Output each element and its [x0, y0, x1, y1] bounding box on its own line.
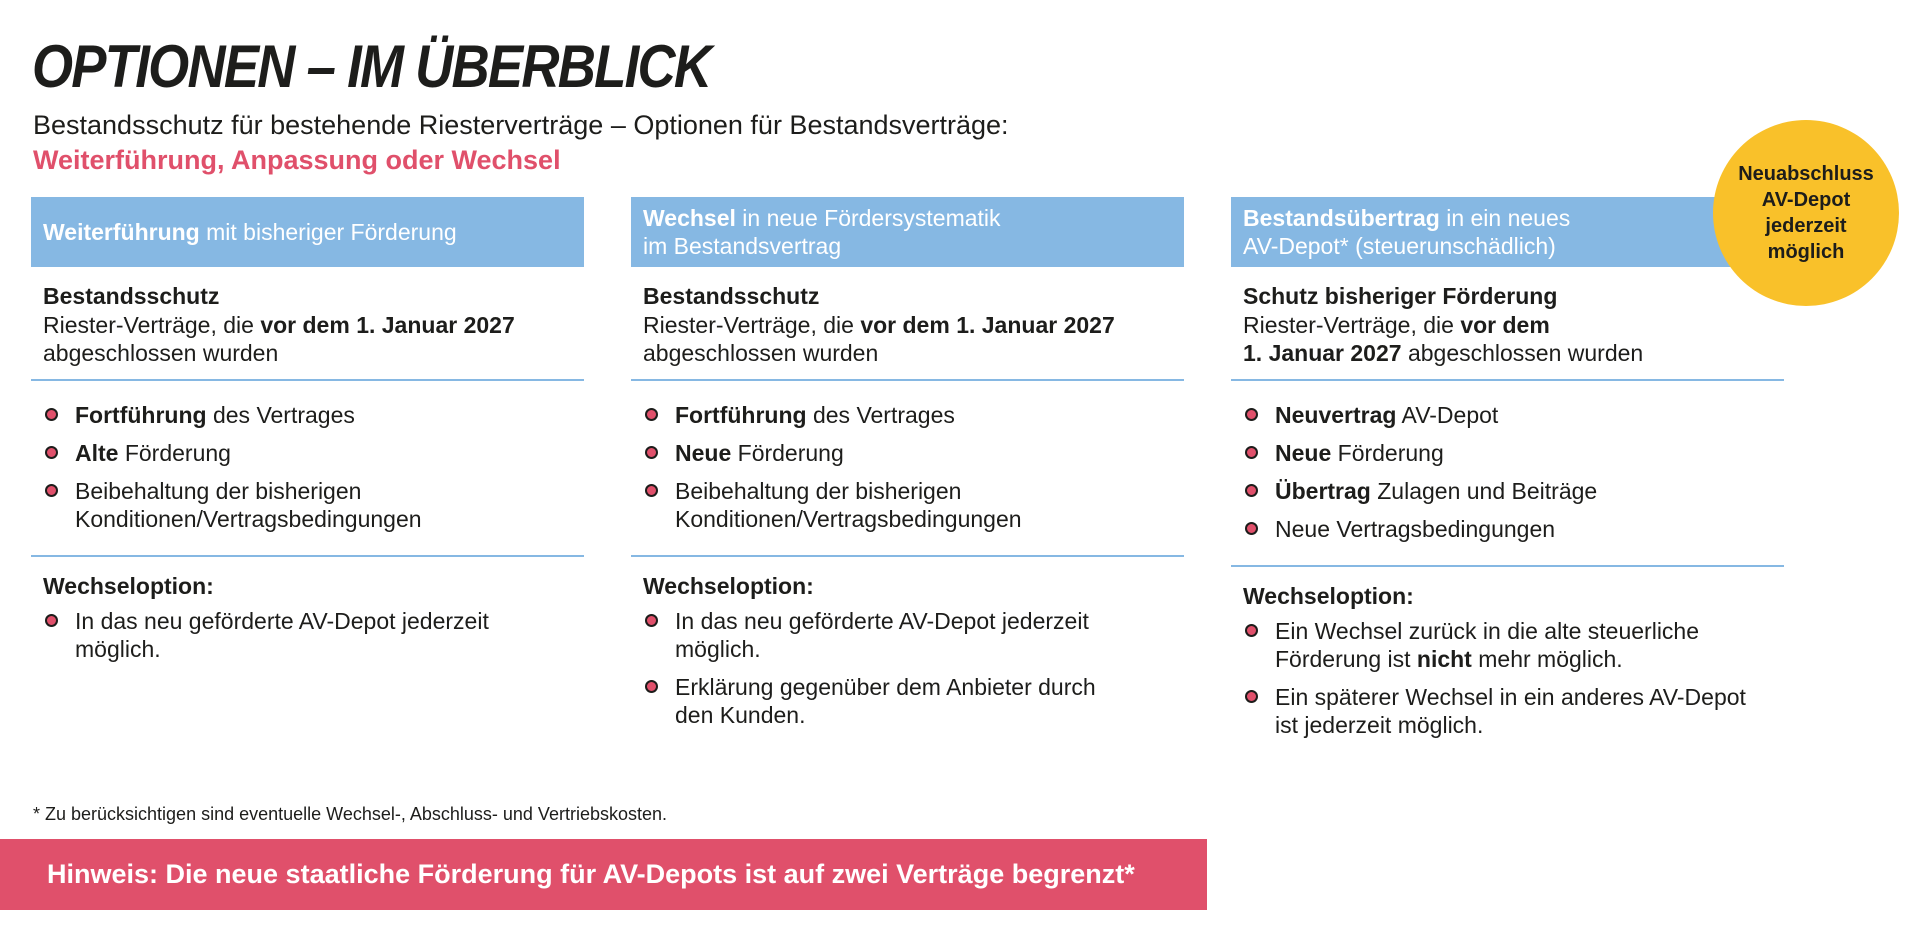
list-item	[1243, 515, 1772, 543]
column-header-bold: Wechsel	[643, 205, 736, 231]
column-header-text: in neue Fördersystematik	[735, 205, 1001, 231]
feature-text: Förderung	[1331, 440, 1444, 466]
features-block	[631, 381, 1184, 557]
features-block	[31, 381, 584, 557]
switch-item-text-bold: nicht	[1416, 646, 1472, 672]
list-item	[643, 477, 1172, 533]
feature-text: Beibehaltung der bisherigen	[75, 478, 362, 504]
bullet-icon	[645, 614, 658, 627]
protection-text	[1243, 311, 1772, 367]
bullet-icon	[645, 408, 658, 421]
footnote: * Zu berücksichtigen sind eventuelle Wechsel-, Abschluss- und Vertriebskosten.	[33, 804, 667, 824]
bullet-icon	[1245, 484, 1258, 497]
list-item	[43, 401, 572, 429]
bullet-icon	[45, 446, 58, 459]
feature-bold: Fortführung	[675, 402, 807, 428]
protection-title: Schutz bisheriger Förderung	[1243, 283, 1558, 309]
switch-option-list	[1243, 617, 1772, 739]
column-header-bold: Bestandsübertrag	[1243, 205, 1440, 231]
bullet-icon	[1245, 446, 1258, 459]
list-item	[1243, 439, 1772, 467]
protection-text-bold: vor dem 1. Januar 2027	[260, 312, 515, 338]
list-item	[643, 607, 1172, 663]
column-header	[31, 197, 584, 267]
option-column-transfer	[1231, 197, 1784, 761]
bullet-icon	[1245, 624, 1258, 637]
badge-line: jederzeit	[1765, 215, 1847, 237]
protection-text-pre: Riester-Verträge, die	[1243, 312, 1461, 338]
feature-bold: Neuvertrag	[1275, 402, 1397, 428]
protection-title: Bestandsschutz	[43, 283, 220, 309]
bullet-icon	[645, 680, 658, 693]
column-header-text: in ein neues	[1439, 205, 1571, 231]
protection-text-line2: abgeschlossen wurden	[43, 340, 279, 366]
feature-text-line2: Konditionen/Vertragsbedingungen	[75, 506, 422, 532]
switch-item-text: Ein Wechsel zurück in die alte steuerliche	[1275, 618, 1700, 644]
switch-item-text-line2: den Kunden.	[675, 702, 806, 728]
switch-option-title: Wechseloption:	[43, 573, 214, 599]
protection-block	[31, 267, 584, 381]
bullet-icon	[1245, 522, 1258, 535]
feature-bold: Alte	[75, 440, 119, 466]
page-subtitle-accent: Weiterführung, Anpassung oder Wechsel	[33, 145, 561, 175]
list-item	[1243, 617, 1772, 673]
feature-bold: Fortführung	[75, 402, 207, 428]
feature-text: Neue Vertragsbedingungen	[1275, 516, 1556, 542]
notice-banner: Hinweis: Die neue staatliche Förderung für AV-Depots ist auf zwei Verträge begrenzt*	[0, 839, 1207, 910]
badge-line: möglich	[1767, 241, 1845, 263]
protection-text-line2-bold: 1. Januar 2027	[1243, 340, 1402, 366]
bullet-icon	[645, 484, 658, 497]
bullet-icon	[45, 484, 58, 497]
bullet-icon	[645, 446, 658, 459]
protection-text-pre: Riester-Verträge, die	[643, 312, 861, 338]
list-item	[43, 607, 572, 663]
list-item	[643, 439, 1172, 467]
badge-line: Neuabschluss	[1738, 163, 1874, 185]
list-item	[1243, 401, 1772, 429]
option-column-continuation	[31, 197, 584, 685]
list-item	[43, 477, 572, 533]
feature-text: des Vertrages	[206, 402, 355, 428]
switch-item-text-pre: Förderung ist	[1275, 646, 1417, 672]
switch-item-text-line2: ist jederzeit möglich.	[1275, 712, 1484, 738]
switch-item-text-post: mehr möglich.	[1471, 646, 1623, 672]
switch-option-list	[643, 607, 1172, 729]
protection-text-pre: Riester-Verträge, die	[43, 312, 261, 338]
protection-text-line2: abgeschlossen wurden	[1401, 340, 1644, 366]
bullet-icon	[1245, 408, 1258, 421]
switch-option-title: Wechseloption:	[1243, 583, 1414, 609]
feature-bold: Neue	[1275, 440, 1332, 466]
switch-item-text-line2: möglich.	[675, 636, 761, 662]
protection-text	[43, 311, 572, 367]
column-header-bold: Weiterführung	[43, 219, 200, 245]
page-subtitle: Bestandsschutz für bestehende Riesterverträge – Optionen für Bestandsverträge:	[33, 110, 1009, 140]
list-item	[643, 673, 1172, 729]
switch-option-block	[31, 557, 584, 685]
feature-text: AV-Depot	[1396, 402, 1499, 428]
protection-title: Bestandsschutz	[643, 283, 820, 309]
protection-block	[631, 267, 1184, 381]
feature-list	[1243, 401, 1772, 543]
switch-item-text-line2: möglich.	[75, 636, 161, 662]
new-contract-badge	[1713, 120, 1899, 306]
protection-text	[643, 311, 1172, 367]
page-title: OPTIONEN – IM ÜBERBLICK	[32, 33, 711, 100]
feature-bold: Neue	[675, 440, 732, 466]
list-item	[43, 439, 572, 467]
feature-text-line2: Konditionen/Vertragsbedingungen	[675, 506, 1022, 532]
feature-list	[43, 401, 572, 533]
protection-text-bold: vor dem 1. Januar 2027	[860, 312, 1115, 338]
feature-text: Förderung	[731, 440, 844, 466]
column-header	[631, 197, 1184, 267]
list-item	[643, 401, 1172, 429]
option-column-switch	[631, 197, 1184, 751]
bullet-icon	[1245, 690, 1258, 703]
column-header-text-line2: AV-Depot* (steuerunschädlich)	[1243, 233, 1556, 259]
switch-item-text: Erklärung gegenüber dem Anbieter durch	[675, 674, 1096, 700]
switch-item-text: In das neu geförderte AV-Depot jederzeit	[75, 608, 489, 634]
switch-option-block	[1231, 567, 1784, 761]
feature-text: Förderung	[118, 440, 231, 466]
switch-item-text: Ein späterer Wechsel in ein anderes AV-Depot	[1275, 684, 1746, 710]
switch-option-block	[631, 557, 1184, 751]
switch-option-title: Wechseloption:	[643, 573, 814, 599]
feature-bold: Übertrag	[1275, 478, 1371, 504]
switch-item-text: In das neu geförderte AV-Depot jederzeit	[675, 608, 1089, 634]
feature-text: Beibehaltung der bisherigen	[675, 478, 962, 504]
feature-list	[643, 401, 1172, 533]
list-item	[1243, 683, 1772, 739]
switch-option-list	[43, 607, 572, 663]
protection-text-line2: abgeschlossen wurden	[643, 340, 879, 366]
bullet-icon	[45, 614, 58, 627]
feature-text: Zulagen und Beiträge	[1370, 478, 1598, 504]
column-header	[1231, 197, 1784, 267]
list-item	[1243, 477, 1772, 505]
badge-line: AV-Depot	[1761, 189, 1851, 211]
column-header-text: mit bisheriger Förderung	[199, 219, 457, 245]
column-header-text-line2: im Bestandsvertrag	[643, 233, 842, 259]
feature-text: des Vertrages	[806, 402, 955, 428]
protection-block	[1231, 267, 1784, 381]
bullet-icon	[45, 408, 58, 421]
protection-text-bold: vor dem	[1460, 312, 1550, 338]
features-block	[1231, 381, 1784, 567]
